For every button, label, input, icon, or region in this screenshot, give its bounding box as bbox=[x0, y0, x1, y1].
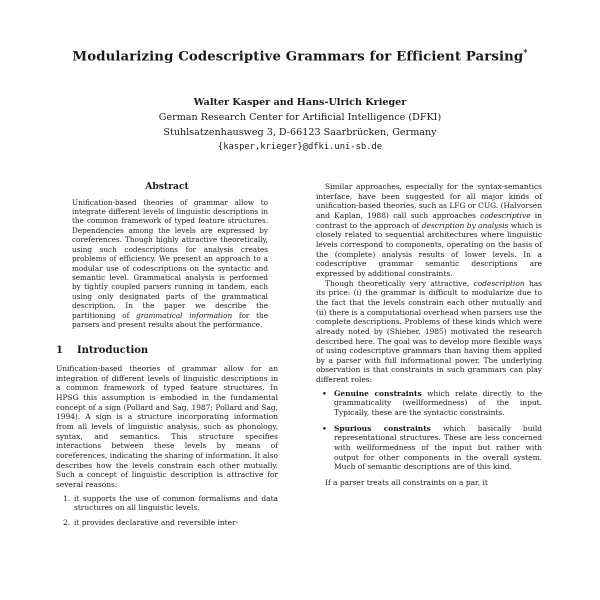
section-heading-introduction: 1 Introduction bbox=[56, 345, 149, 357]
email: {kasper,krieger}@dfki.uni-sb.de bbox=[217, 142, 383, 153]
right-column bbox=[316, 182, 542, 488]
bullet-icon: • bbox=[322, 388, 327, 398]
author-names: Walter Kasper and Hans-Ulrich Krieger bbox=[193, 97, 407, 108]
bullet-icon: • bbox=[322, 423, 327, 433]
list-item: • Genuine constraints which relate directly to the grammaticality (wellformedness) of the input. Typically, these are the syntactic constraints. bbox=[322, 388, 542, 418]
address: Stuhlsatzenhausweg 3, D-66123 Saarbrücken, Germany bbox=[163, 126, 437, 138]
list-item: 2. it provides declarative and reversible inter- bbox=[63, 517, 239, 527]
abstract-text: Unification-based theories of grammar allow to integrate different levels of linguistic descriptions in the common framework of typed feature structures. Dependencies among the levels are expressed by coreferences. Though highly attractive theoretically, using such codescriptions for analysis creates problems of efficiency. We present an approach to a modular use of codescriptions on the syntactic and semantic level. Grammatical analysis is performed by tightly coupled parsers running in tandem, each using only designated parts of the grammatical description. In the paper we describe the partitioning of grammatical information for the parsers and present results about the performance. bbox=[72, 197, 268, 329]
paragraph-codescriptive: Similar approaches, especially for the syntax-semantics interface, have been suggested for all major kinds of unification-based theories, such as LFG or CUG. (Halvorsen and Kaplan, 1988) call such approaches codescriptive in contrast to the approach of description by analysis which is closely related to sequential architectures where linguistic levels correspond to components, operating on the basis of the (complete) analysis results of lower levels. In a codescriptive grammar semantic descriptions are expressed by additional constraints. bbox=[316, 182, 542, 278]
constraint-types-list bbox=[316, 389, 542, 472]
left-column bbox=[56, 182, 278, 533]
author-block bbox=[130, 96, 470, 155]
paper-title: Modularizing Codescriptive Grammars for Efficient Parsing* bbox=[72, 47, 528, 65]
list-item: 1. it supports the use of common formalisms and data structures on all linguistic levels, bbox=[63, 493, 278, 513]
paragraph-codescription-price: Though theoretically very attractive, codescription has its price: (i) the grammar is difficult to modularize due to the fact that the levels constrain each other mutually and (ii) there is a computational overhead when parsers use the complete descriptions. Problems of these kinds which were already noted by (Shieber, 1985) motivated the research described here. The goal was to develop more flexible ways of using codescriptive grammars than having them applied by a parser with full informational power. The underlying observation is that constraints in such grammars can play different roles: bbox=[316, 278, 542, 385]
introduction-paragraph: Unification-based theories of grammar allow for an integration of different levels of linguistic descriptions in a common framework of typed feature structures. In HPSG this assumption is embodied in the fundamental concept of a sign (Pollard and Sag, 1987; Pollard and Sag, 1994). A sign is a structure incorporating information from all levels of linguistic analysis, such as phonology, syntax, and semantics. This structure specifies interactions between these levels by means of coreferences, indicating the sharing of information. It also describes how the levels constrain each other mutually. Such a concept of linguistic description is attractive for several reasons: bbox=[56, 364, 278, 489]
title-footnote-mark: * bbox=[523, 47, 528, 57]
paragraph-parser: If a parser treats all constraints on a par, it bbox=[325, 478, 488, 488]
list-item: • Spurious constraints which basically build representational structures. These are less concerned with wellformedness of the input but rather with output for other components in the overall system. Much of semantic descriptions are of this kind. bbox=[322, 423, 543, 472]
affiliation: German Research Center for Artificial Intelligence (DFKI) bbox=[158, 111, 442, 123]
abstract-heading: Abstract bbox=[145, 181, 189, 192]
reasons-list bbox=[56, 494, 278, 528]
